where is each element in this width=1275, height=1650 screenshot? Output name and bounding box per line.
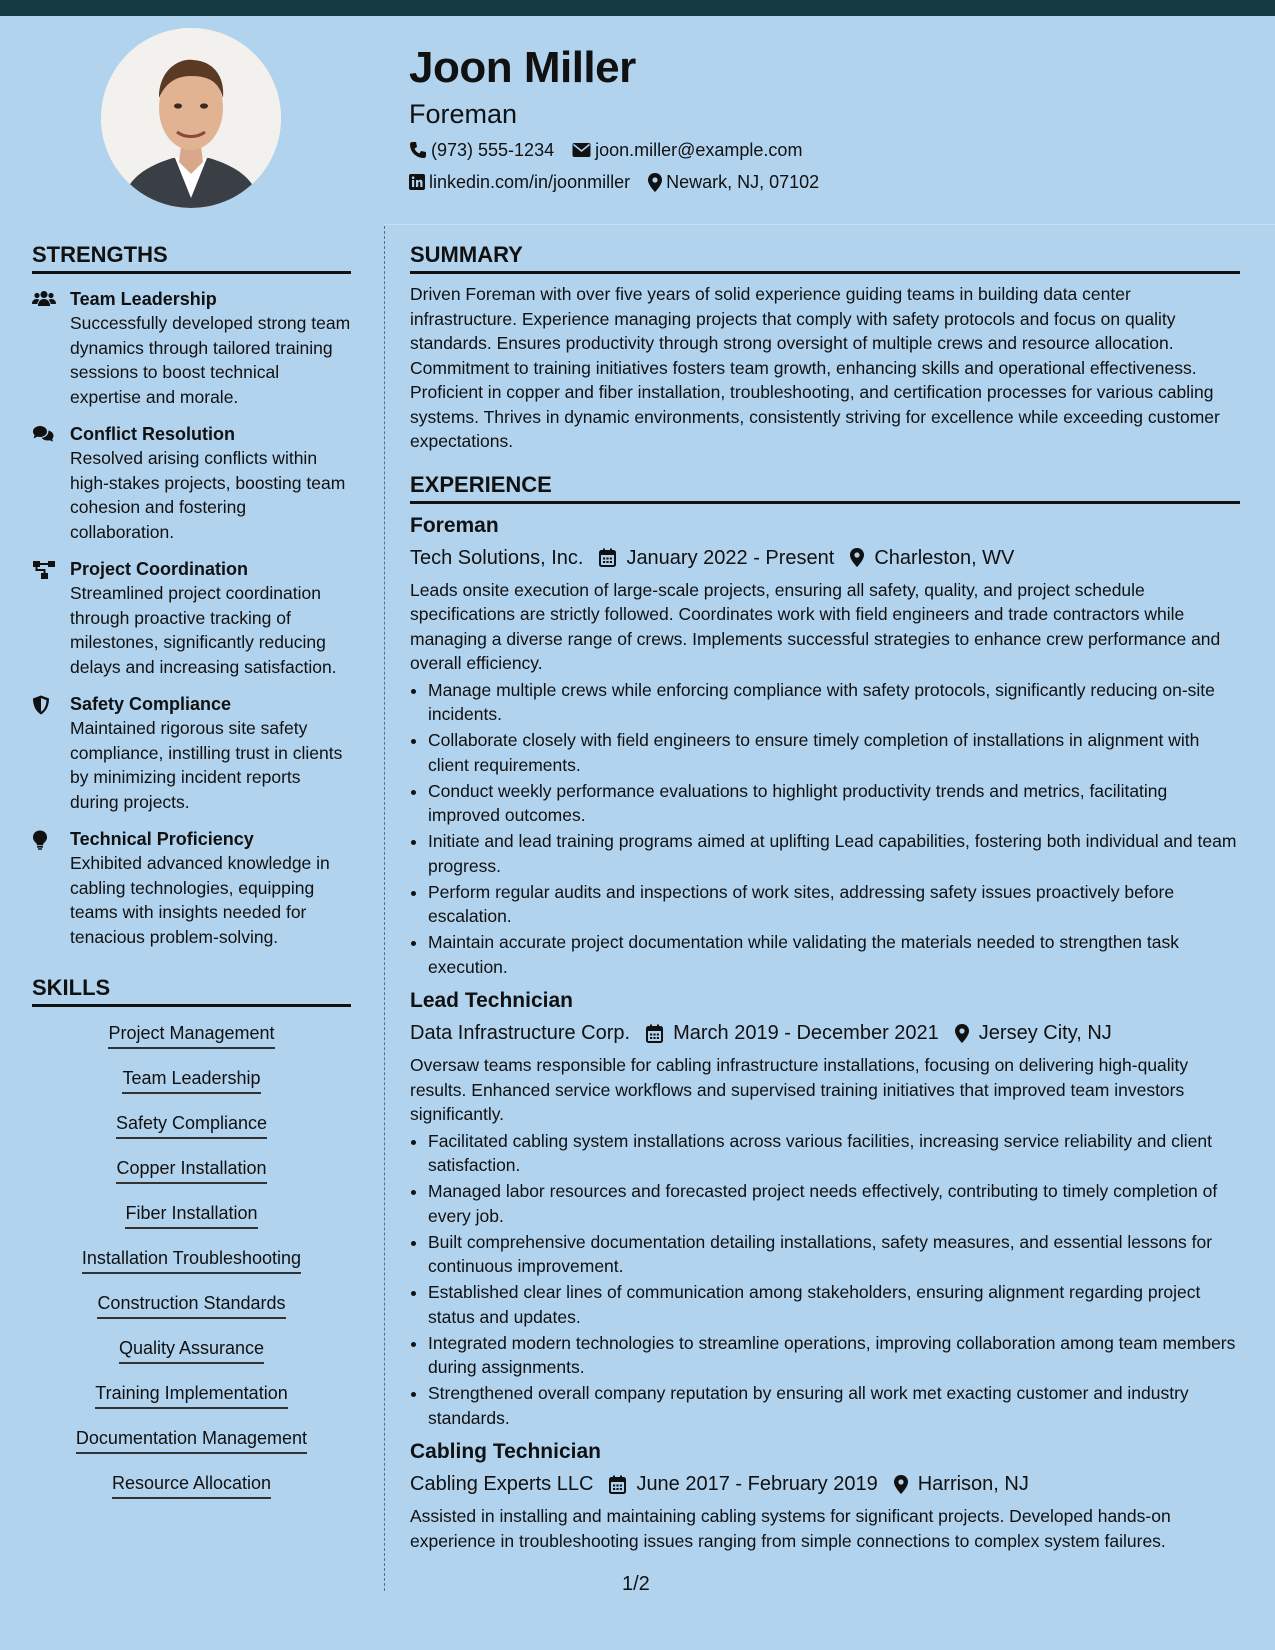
strength-item <box>32 422 351 544</box>
job-dates <box>609 1470 877 1498</box>
profile-photo <box>101 28 281 208</box>
strength-description: Successfully developed strong team dynamics through tailored training sessions to boost technical expertise and morale. <box>70 313 351 407</box>
contact-row-2 <box>409 170 837 194</box>
header-divider <box>384 224 1275 225</box>
job-location-text: Jersey City, NJ <box>978 1022 1112 1044</box>
job-bullet: • Collaborate closely with field engineers to ensure timely completion of installations in alignment with client requirements. <box>428 728 1240 777</box>
map-marker-icon <box>955 1024 969 1043</box>
job-meta <box>410 1019 1240 1047</box>
skill-row <box>32 1156 351 1201</box>
job-location-text: Charleston, WV <box>874 546 1015 569</box>
job-dates-text: March 2019 - December 2021 <box>673 1022 939 1044</box>
candidate-name: Joon Miller <box>409 43 636 92</box>
job-location <box>850 544 1014 572</box>
top-bar <box>0 0 1275 16</box>
job-bullet: • Managed labor resources and forecasted project needs effectively, contributing to timely completion of every job. <box>428 1179 1240 1228</box>
job-title: Cabling Technician <box>410 1440 601 1463</box>
calendar-icon <box>599 548 616 567</box>
job-meta <box>410 1470 1240 1498</box>
job-entry <box>410 987 1240 1430</box>
resume-header <box>409 40 837 194</box>
lightbulb-icon <box>32 827 70 949</box>
calendar-icon <box>609 1475 626 1494</box>
job-bullet: • Manage multiple crews while enforcing compliance with safety protocols, significantly reducing on-site incidents. <box>428 678 1240 727</box>
job-bullet: • Initiate and lead training programs aimed at uplifting Lead capabilities, fostering both individual and team progress. <box>428 829 1240 878</box>
strength-body <box>70 422 351 544</box>
skill-item: Fiber Installation <box>125 1201 257 1229</box>
comments-icon <box>32 422 70 544</box>
right-column <box>410 240 1240 1553</box>
contact-linkedin <box>409 170 630 194</box>
skill-row <box>32 1426 351 1471</box>
skills-heading: SKILLS <box>32 973 351 1007</box>
skill-item: Construction Standards <box>97 1291 285 1319</box>
strength-title: Technical Proficiency <box>70 829 254 849</box>
job-bullet: • Perform regular audits and inspections of work sites, addressing safety issues proactively before escalation. <box>428 880 1240 929</box>
skill-row <box>32 1291 351 1336</box>
job-company: Tech Solutions, Inc. <box>410 546 584 569</box>
skill-item: Team Leadership <box>122 1066 260 1094</box>
job-bullet: • Built comprehensive documentation detailing installations, safety measures, and essential lessons for continuous improvement. <box>428 1230 1240 1279</box>
job-description: Leads onsite execution of large-scale projects, ensuring all safety, quality, and project schedule specifications are strictly followed. Coordinates work with field engineers and trade contractors while managing a diverse range of crews. Implements successful strategies to enhance crew performance and overall efficiency. <box>410 579 1221 673</box>
job-dates-text: June 2017 - February 2019 <box>636 1473 878 1495</box>
calendar-icon <box>646 1024 663 1043</box>
phone-text[interactable]: (973) 555-1234 <box>431 140 555 160</box>
job-entry <box>410 1438 1240 1553</box>
email-link[interactable]: joon.miller@example.com <box>595 140 803 160</box>
skill-row <box>32 1336 351 1381</box>
job-bullet: • Established clear lines of communication among stakeholders, ensuring alignment regarding project status and updates. <box>428 1280 1240 1329</box>
job-company: Cabling Experts LLC <box>410 1473 594 1495</box>
job-bullet: • Conduct weekly performance evaluations to highlight productivity trends and metrics, facilitating improved outcomes. <box>428 779 1240 828</box>
skill-row <box>32 1111 351 1156</box>
experience-list <box>410 512 1240 1554</box>
map-marker-icon <box>894 1475 908 1494</box>
map-marker-icon <box>850 548 864 567</box>
contact-row-1 <box>409 138 837 162</box>
strength-description: Maintained rigorous site safety compliance, instilling trust in clients by minimizing incident reports during projects. <box>70 718 343 812</box>
strength-item <box>32 287 351 409</box>
strength-body <box>70 557 351 679</box>
skill-item: Installation Troubleshooting <box>82 1246 301 1274</box>
page-number: 1/2 <box>622 1573 650 1595</box>
job-location <box>894 1470 1029 1498</box>
linkedin-icon <box>409 174 425 190</box>
strength-body <box>70 827 351 949</box>
strength-description: Resolved arising conflicts within high-stakes projects, boosting team cohesion and fostering collaboration. <box>70 448 346 542</box>
job-dates <box>646 1019 939 1047</box>
skills-section <box>32 973 351 1516</box>
job-entry <box>410 512 1240 980</box>
skill-row <box>32 1246 351 1291</box>
strength-description: Streamlined project coordination through proactive tracking of milestones, significantly reducing delays and increasing satisfaction. <box>70 583 337 677</box>
skills-list <box>32 1021 351 1516</box>
strength-title: Project Coordination <box>70 559 249 579</box>
left-column <box>32 240 351 1516</box>
skill-row <box>32 1381 351 1426</box>
job-dates-text: January 2022 - Present <box>626 546 835 569</box>
skill-item: Safety Compliance <box>116 1111 267 1139</box>
job-bullet: • Integrated modern technologies to streamline operations, improving collaboration among team members during assignments. <box>428 1331 1240 1380</box>
shield-icon <box>32 692 70 814</box>
job-bullets <box>410 1129 1240 1431</box>
skill-item: Training Implementation <box>95 1381 287 1409</box>
skill-item: Resource Allocation <box>112 1471 271 1499</box>
skill-row <box>32 1471 351 1516</box>
strength-item <box>32 557 351 679</box>
experience-heading: EXPERIENCE <box>410 470 1240 504</box>
skill-item: Project Management <box>108 1021 274 1049</box>
strength-title: Safety Compliance <box>70 694 232 714</box>
job-title: Foreman <box>410 513 499 537</box>
strength-body <box>70 287 351 409</box>
strength-body <box>70 692 351 814</box>
job-meta <box>410 544 1240 572</box>
skill-row <box>32 1021 351 1066</box>
skill-row <box>32 1066 351 1111</box>
job-bullet: • Strengthened overall company reputation by ensuring all work met exacting customer and industry standards. <box>428 1381 1240 1430</box>
envelope-icon <box>572 142 591 158</box>
contact-phone <box>409 138 554 162</box>
contact-email <box>572 138 802 162</box>
strength-title: Conflict Resolution <box>70 424 235 444</box>
location-text: Newark, NJ, 07102 <box>666 172 820 192</box>
strengths-heading: STRENGTHS <box>32 240 351 274</box>
job-bullet: • Maintain accurate project documentation while validating the materials needed to strengthen task execution. <box>428 930 1240 979</box>
skill-row <box>32 1201 351 1246</box>
job-company: Data Infrastructure Corp. <box>410 1022 631 1044</box>
job-bullet: • Facilitated cabling system installations across various facilities, increasing service reliability and client satisfaction. <box>428 1129 1240 1178</box>
column-divider <box>384 226 385 1591</box>
strength-title: Team Leadership <box>70 289 217 309</box>
contact-location <box>648 170 819 194</box>
job-description: Oversaw teams responsible for cabling infrastructure installations, focusing on delivering high-quality results. Enhanced service workflows and supervised training initiatives that improved team investors significantly. <box>410 1055 1189 1124</box>
skill-item: Quality Assurance <box>119 1336 264 1364</box>
users-icon <box>32 287 70 409</box>
job-location-text: Harrison, NJ <box>917 1473 1029 1495</box>
job-title: Lead Technician <box>410 989 573 1012</box>
strength-item <box>32 827 351 949</box>
map-marker-icon <box>648 173 662 192</box>
job-dates <box>599 544 834 572</box>
summary-heading: SUMMARY <box>410 240 1240 274</box>
strength-description: Exhibited advanced knowledge in cabling technologies, equipping teams with insights needed for tenacious problem-solving. <box>70 853 330 947</box>
job-location <box>955 1019 1112 1047</box>
sitemap-icon <box>32 557 70 679</box>
job-description: Assisted in installing and maintaining cabling systems for significant projects. Developed hands-on experience in troubleshooting issues ranging from simple connections to complex system failures. <box>410 1506 1171 1551</box>
phone-icon <box>409 141 427 159</box>
skill-item: Documentation Management <box>76 1426 307 1454</box>
summary-text: Driven Foreman with over five years of solid experience guiding teams in building data center infrastructure. Experience managing projects that comply with safety protocols and focus on quality standards. Ensures productivity through strong oversight of multiple crews and resource allocation. Commitment to training initiatives fosters team growth, enhancing skills and operational effectiveness. Proficient in copper and fiber installation, troubleshooting, and certification processes for various cabling systems. Thrives in dynamic environments, consistently striving for excellence while exceeding customer expectations. <box>410 284 1220 451</box>
linkedin-link[interactable]: linkedin.com/in/joonmiller <box>429 172 631 192</box>
candidate-title: Foreman <box>409 99 518 129</box>
strengths-list <box>32 287 351 949</box>
skill-item: Copper Installation <box>116 1156 266 1184</box>
job-bullets <box>410 678 1240 980</box>
strength-item <box>32 692 351 814</box>
